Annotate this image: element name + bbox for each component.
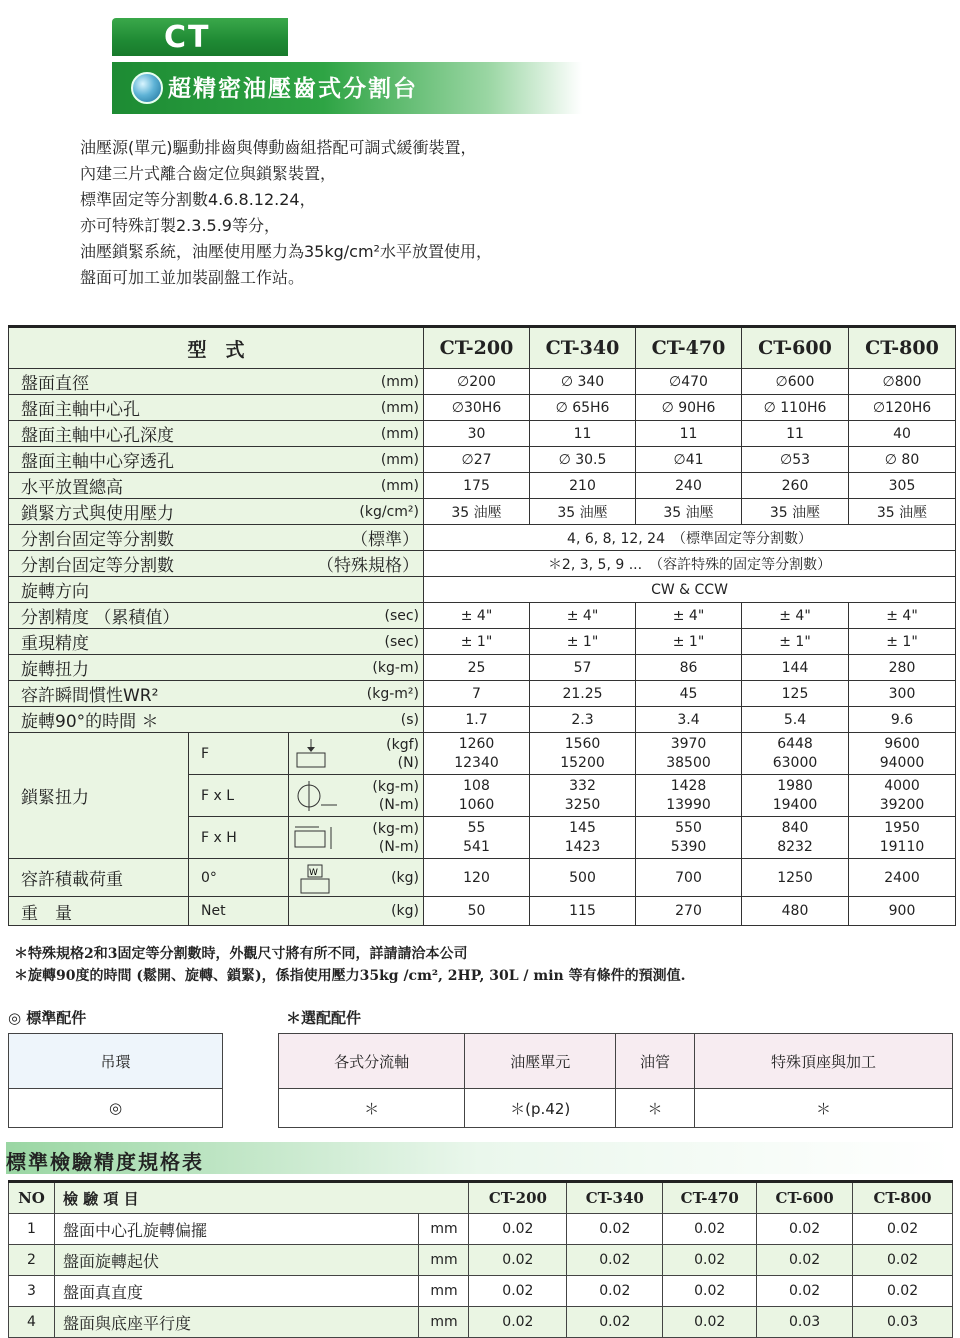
- cell: 0.02: [469, 1214, 567, 1245]
- row-label: 重現精度: [21, 634, 89, 654]
- cell: 2.3: [530, 707, 636, 733]
- load-row: [9, 859, 956, 897]
- row-unit: (mm): [380, 451, 420, 468]
- row-label: 盤面主軸中心穿透孔: [21, 452, 174, 472]
- spec-row: [9, 395, 956, 421]
- cell: 盤面中心孔旋轉偏擺: [54, 1214, 419, 1245]
- intro-line: 盤面可加工並加裝副盤工作站。: [80, 268, 305, 287]
- row-unit: （標準）: [351, 530, 420, 550]
- intro-line: 內建三片式離合齒定位與鎖緊裝置，: [80, 164, 337, 183]
- cell: 7: [424, 681, 530, 707]
- cell: 0.02: [853, 1214, 953, 1245]
- std-acc-title: ◎ 標準配件: [8, 1009, 87, 1027]
- spec-table: [8, 325, 956, 926]
- cell: 11: [742, 421, 849, 447]
- row-label: 旋轉90°的時間 ＊: [21, 712, 159, 732]
- col-header: CT-600: [757, 1182, 853, 1214]
- row-label: 重 量: [9, 897, 189, 926]
- cell: mm: [419, 1276, 469, 1307]
- row-unit: (mm): [380, 399, 420, 416]
- cell: ∅41: [636, 447, 742, 473]
- row-sub: 0°: [189, 859, 289, 897]
- cell: 0.02: [567, 1214, 663, 1245]
- cell: 700: [636, 859, 742, 897]
- cell: 305: [849, 473, 956, 499]
- cell: 盤面與底座平行度: [54, 1307, 419, 1338]
- cell: 9.6: [849, 707, 956, 733]
- cell: 1260: [458, 735, 495, 752]
- cell: 240: [636, 473, 742, 499]
- cell: 86: [636, 655, 742, 681]
- cell: ∅600: [742, 369, 849, 395]
- cell: 63000: [772, 754, 818, 771]
- acc-item: 各式分流軸: [279, 1034, 465, 1089]
- cell: 144: [742, 655, 849, 681]
- row-unit: (mm): [380, 373, 420, 390]
- type-heading: 型 式: [9, 327, 424, 369]
- cell: 1980: [777, 777, 813, 794]
- cell: 1950: [884, 819, 920, 836]
- cell: 57: [530, 655, 636, 681]
- cell: 盤面旋轉起伏: [54, 1245, 419, 1276]
- row-unit: (sec): [384, 633, 420, 650]
- cell: 0.02: [567, 1245, 663, 1276]
- cell: 6448: [777, 735, 813, 752]
- opt-acc-table: [278, 1033, 953, 1128]
- cell: ∅ 65H6: [530, 395, 636, 421]
- cell: 0.03: [757, 1307, 853, 1338]
- cell: 480: [742, 897, 849, 926]
- unit: (kg-m): [372, 820, 420, 837]
- cell: 332: [569, 777, 596, 794]
- model-code: CT: [164, 20, 211, 55]
- cell: 0.02: [469, 1245, 567, 1276]
- cell: ∅53: [742, 447, 849, 473]
- load-diagram-icon: [295, 861, 335, 895]
- unit: (N-m): [378, 838, 420, 855]
- cell: ∅30H6: [424, 395, 530, 421]
- cell: 35 油壓: [742, 499, 849, 525]
- unit: (N-m): [378, 796, 420, 813]
- cell: 108: [463, 777, 490, 794]
- acc-item: 油壓單元: [465, 1034, 616, 1089]
- cell: ± 1": [530, 629, 636, 655]
- model-header: CT-600: [742, 327, 849, 369]
- cell: 19400: [772, 796, 818, 813]
- cell: 120: [424, 859, 530, 897]
- footnote: ＊旋轉90度的時間 (鬆開、旋轉、鎖緊)，係指使用壓力35kg /cm², 2HP, 30L / min 等有條件的預測值.: [14, 968, 686, 984]
- footnotes: [14, 943, 685, 987]
- cell: 0.02: [757, 1276, 853, 1307]
- lock-row: [9, 733, 956, 775]
- row-label: 旋轉扭力: [21, 660, 89, 680]
- cell: 280: [849, 655, 956, 681]
- cell: 5.4: [742, 707, 849, 733]
- cell: 1: [9, 1214, 55, 1245]
- cell: 1428: [670, 777, 707, 794]
- cell: 900: [849, 897, 956, 926]
- spec-row: [9, 655, 956, 681]
- cell: ∅800: [849, 369, 956, 395]
- force-diagram-icon: [291, 737, 331, 771]
- precision-row: [9, 1214, 953, 1245]
- cell: 19110: [879, 838, 925, 855]
- row-label: 旋轉方向: [9, 577, 424, 603]
- model-header: CT-800: [849, 327, 956, 369]
- precision-title: 標準檢驗精度規格表: [6, 1150, 204, 1174]
- row-value: CW & CCW: [424, 577, 956, 603]
- product-title: 超精密油壓齒式分割台: [168, 76, 418, 102]
- col-header: 檢 驗 項 目: [54, 1182, 468, 1214]
- cell: ± 1": [636, 629, 742, 655]
- cell: 2400: [849, 859, 956, 897]
- cell: ∅ 90H6: [636, 395, 742, 421]
- cell: 12340: [454, 754, 499, 771]
- acc-item: 吊環: [9, 1034, 223, 1089]
- cell: ± 1": [742, 629, 849, 655]
- acc-mark: ＊: [279, 1089, 465, 1128]
- cell: 94000: [879, 754, 925, 771]
- cell: 35 油壓: [636, 499, 742, 525]
- cell: 50: [424, 897, 530, 926]
- row-label: 盤面直徑: [21, 374, 89, 394]
- cell: ± 4": [849, 603, 956, 629]
- row-label: 鎖緊扭力: [9, 733, 189, 859]
- intro-text: [80, 135, 492, 291]
- cell: 30: [424, 421, 530, 447]
- cell: mm: [419, 1245, 469, 1276]
- row-unit: (kg/cm²): [359, 503, 420, 520]
- cell: 270: [636, 897, 742, 926]
- cell: 4000: [884, 777, 920, 794]
- cell: 260: [742, 473, 849, 499]
- cell: 1.7: [424, 707, 530, 733]
- cell: 8232: [777, 838, 813, 855]
- cell: 3250: [564, 796, 601, 813]
- std-division-row: [9, 525, 956, 551]
- cell: 13990: [666, 796, 711, 813]
- col-header: CT-470: [663, 1182, 757, 1214]
- cell: ∅ 30.5: [530, 447, 636, 473]
- col-header: CT-340: [567, 1182, 663, 1214]
- row-label: 分割台固定等分割數: [21, 556, 174, 576]
- row-label: 水平放置總高: [21, 478, 123, 498]
- spec-row: [9, 447, 956, 473]
- cell: ∅ 110H6: [742, 395, 849, 421]
- cell: 0.02: [757, 1245, 853, 1276]
- cell: ∅120H6: [849, 395, 956, 421]
- cell: 35 油壓: [849, 499, 956, 525]
- moment-fh-diagram-icon: [291, 821, 341, 855]
- cell: 21.25: [530, 681, 636, 707]
- cell: 550: [675, 819, 702, 836]
- model-header: CT-470: [636, 327, 742, 369]
- row-label: 容許積載荷重: [9, 859, 189, 897]
- cell: 35 油壓: [424, 499, 530, 525]
- intro-line: 油壓鎖緊系統，油壓使用壓力為35kg/cm²水平放置使用，: [80, 242, 492, 261]
- cell: 1250: [742, 859, 849, 897]
- row-label: 盤面主軸中心孔深度: [21, 426, 174, 446]
- cell: ∅27: [424, 447, 530, 473]
- cell: ± 4": [424, 603, 530, 629]
- cell: 3: [9, 1276, 55, 1307]
- std-acc-table: [8, 1033, 223, 1128]
- row-sub: Net: [189, 897, 289, 926]
- spec-row: [9, 603, 956, 629]
- rotation-row: [9, 577, 956, 603]
- unit: (kg-m): [372, 778, 420, 795]
- row-unit: (mm): [380, 477, 420, 494]
- acc-mark: ＊: [616, 1089, 695, 1128]
- intro-line: 油壓源(單元)驅動排齒與傳動齒組搭配可調式緩衝裝置，: [80, 138, 477, 157]
- spec-row: [9, 629, 956, 655]
- weight-row: [9, 897, 956, 926]
- cell: 1060: [458, 796, 495, 813]
- cell: 1560: [564, 735, 601, 752]
- col-header: NO: [9, 1182, 55, 1214]
- cell: 541: [463, 838, 490, 855]
- acc-mark: ◎: [9, 1089, 223, 1128]
- cell: 0.02: [663, 1276, 757, 1307]
- col-header: CT-800: [853, 1182, 953, 1214]
- cell: 300: [849, 681, 956, 707]
- cell: 0.02: [567, 1307, 663, 1338]
- row-label: 分割精度 （累積值）: [21, 608, 180, 628]
- cell: 11: [530, 421, 636, 447]
- cell: 3970: [670, 735, 707, 752]
- cell: ± 1": [424, 629, 530, 655]
- cell: 2: [9, 1245, 55, 1276]
- cell: 5390: [670, 838, 707, 855]
- cell: 35 油壓: [530, 499, 636, 525]
- cell: 0.02: [853, 1276, 953, 1307]
- spec-row: [9, 707, 956, 733]
- bullet-circle-icon: [131, 72, 163, 104]
- row-unit: (sec): [384, 607, 420, 624]
- acc-item: 油管: [616, 1034, 695, 1089]
- cell: 9600: [884, 735, 920, 752]
- spec-row: [9, 499, 956, 525]
- spec-row: [9, 369, 956, 395]
- row-unit: (kg-m²): [366, 685, 420, 702]
- cell: 0.03: [853, 1307, 953, 1338]
- cell: 4: [9, 1307, 55, 1338]
- cell: 0.02: [853, 1245, 953, 1276]
- cell: 0.02: [663, 1214, 757, 1245]
- cell: 15200: [560, 754, 605, 771]
- cell: ± 4": [636, 603, 742, 629]
- row-unit: （特殊規格）: [317, 556, 420, 576]
- spec-header-row: [9, 327, 956, 369]
- row-unit: (s): [400, 711, 420, 728]
- opt-acc-title: ＊選配配件: [286, 1009, 362, 1027]
- row-label: 容許瞬間慣性WR²: [21, 686, 159, 706]
- precision-row: [9, 1276, 953, 1307]
- cell: 840: [781, 819, 809, 836]
- cell: 175: [424, 473, 530, 499]
- acc-mark: ＊(p.42): [465, 1089, 616, 1128]
- row-unit: (kg): [289, 897, 424, 926]
- svg-text:W: W: [309, 868, 318, 878]
- cell: 500: [530, 859, 636, 897]
- row-unit: (mm): [380, 425, 420, 442]
- lock-part: F: [189, 733, 289, 775]
- moment-fl-diagram-icon: [291, 779, 341, 813]
- cell: 210: [530, 473, 636, 499]
- cell: 0.02: [567, 1276, 663, 1307]
- cell: 115: [530, 897, 636, 926]
- spec-row: [9, 681, 956, 707]
- row-label: 鎖緊方式與使用壓力: [21, 504, 174, 524]
- cell: 38500: [666, 754, 711, 771]
- lock-part: F x H: [189, 817, 289, 859]
- intro-line: 亦可特殊訂製2.3.5.9等分，: [80, 216, 280, 235]
- precision-row: [9, 1245, 953, 1276]
- cell: ± 4": [530, 603, 636, 629]
- cell: 0.02: [663, 1307, 757, 1338]
- cell: ± 1": [849, 629, 956, 655]
- row-label: 分割台固定等分割數: [21, 530, 174, 550]
- cell: mm: [419, 1214, 469, 1245]
- special-division-row: [9, 551, 956, 577]
- cell: ∅470: [636, 369, 742, 395]
- cell: ∅200: [424, 369, 530, 395]
- cell: 0.02: [469, 1276, 567, 1307]
- cell: 3.4: [636, 707, 742, 733]
- cell: 11: [636, 421, 742, 447]
- footnote: ＊特殊規格2和3固定等分割數時，外觀尺寸將有所不同，詳請請洽本公司: [14, 946, 468, 962]
- cell: ∅ 340: [530, 369, 636, 395]
- cell: ∅ 80: [849, 447, 956, 473]
- row-value: ＊2, 3, 5, 9 ... （容許特殊的固定等分割數）: [424, 551, 956, 577]
- cell: 盤面真直度: [54, 1276, 419, 1307]
- cell: 39200: [879, 796, 925, 813]
- row-unit: (kg): [391, 869, 420, 886]
- row-unit: (kg-m): [372, 659, 420, 676]
- acc-mark: ＊: [694, 1089, 952, 1128]
- row-value: 4, 6, 8, 12, 24 （標準固定等分割數）: [424, 525, 956, 551]
- precision-row: [9, 1307, 953, 1338]
- col-header: CT-200: [469, 1182, 567, 1214]
- row-label: 盤面主軸中心孔: [21, 400, 140, 420]
- intro-line: 標準固定等分割數4.6.8.12.24，: [80, 190, 316, 209]
- cell: ± 4": [742, 603, 849, 629]
- cell: 45: [636, 681, 742, 707]
- model-tab: [112, 18, 288, 56]
- unit: (N): [397, 754, 420, 771]
- cell: 25: [424, 655, 530, 681]
- lock-part: F x L: [189, 775, 289, 817]
- cell: 0.02: [663, 1245, 757, 1276]
- cell: 0.02: [469, 1307, 567, 1338]
- spec-row: [9, 421, 956, 447]
- cell: 145: [569, 819, 596, 836]
- spec-row: [9, 473, 956, 499]
- cell: 40: [849, 421, 956, 447]
- unit: (kgf): [386, 736, 420, 753]
- acc-item: 特殊頂座與加工: [694, 1034, 952, 1089]
- cell: 125: [742, 681, 849, 707]
- cell: mm: [419, 1307, 469, 1338]
- precision-table: [8, 1180, 953, 1338]
- model-header: CT-340: [530, 327, 636, 369]
- cell: 1423: [564, 838, 601, 855]
- cell: 55: [467, 819, 486, 836]
- cell: 0.02: [757, 1214, 853, 1245]
- model-header: CT-200: [424, 327, 530, 369]
